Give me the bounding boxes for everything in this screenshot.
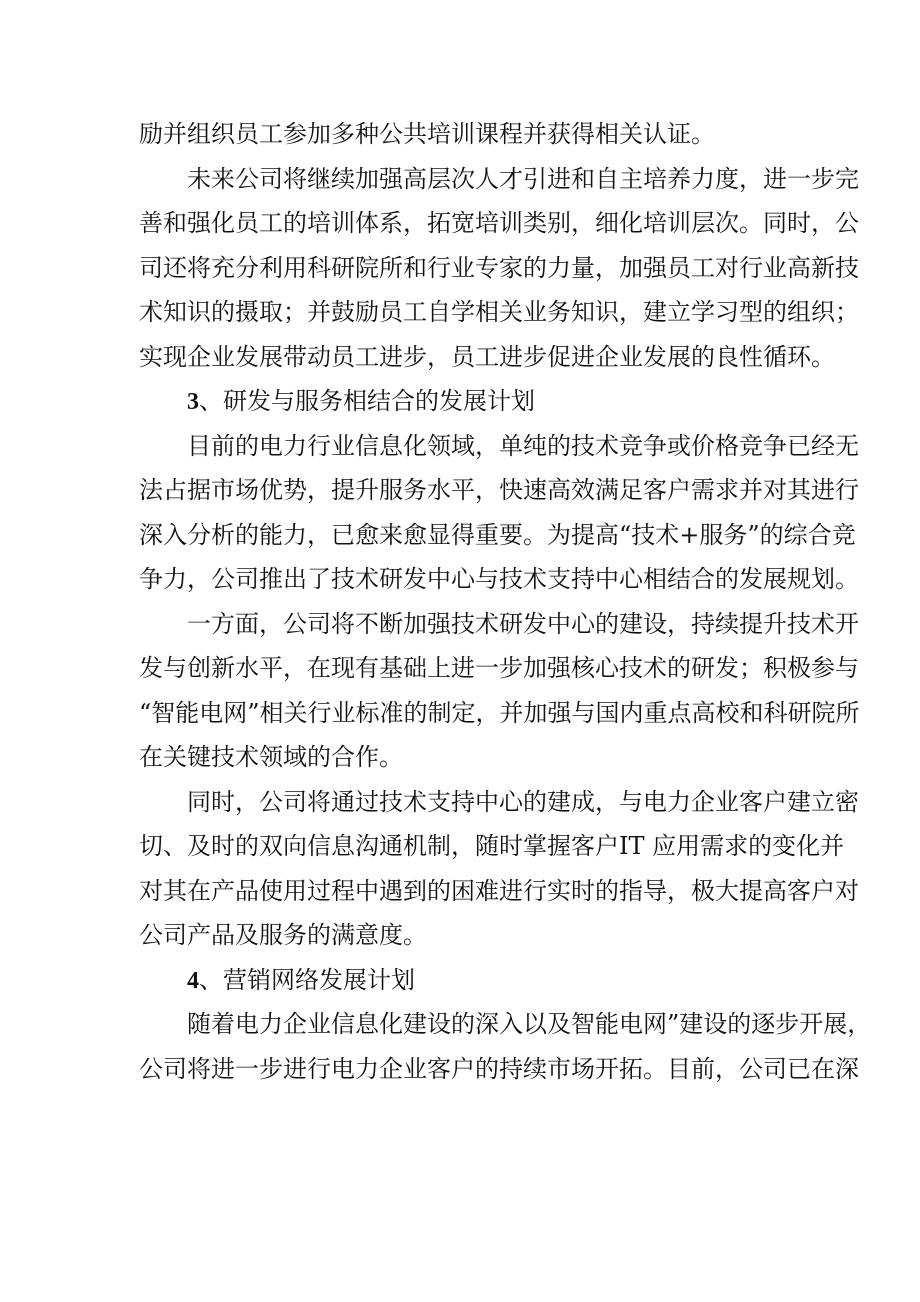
text-line: 未来公司将继续加强高层次人才引进和自主培养力度，进一步完 — [187, 164, 859, 193]
section-title: 、营销网络发展计划 — [199, 965, 415, 994]
text-line: 公司产品及服务的满意度。 — [139, 921, 427, 949]
section-heading — [139, 379, 789, 424]
text-line: 司还将充分利用科研院所和行业专家的力量，加强员工对行业高新技 — [139, 253, 859, 282]
text-line: 随着电力企业信息化建设的深入以及智能电网”建设的逐步开展， — [187, 1010, 872, 1038]
section-title: 、研发与服务相结合的发展计划 — [199, 387, 535, 415]
text-line: “智能电网”相关行业标准的制定，并加强与国内重点高校和科研院所 — [139, 698, 860, 727]
text-line: 励并组织员工参加多种公共培训课程并获得相关认证。 — [139, 120, 715, 148]
text-line: 目前的电力行业信息化领域，单纯的技术竞争或价格竞争已经无 — [187, 431, 859, 460]
text-line: 实现企业发展带动员工进步，员工进步促进企业发展的良性循环。 — [139, 342, 835, 371]
text-line: 法占据市场优势，提升服务水平，快速高效满足客户需求并对其进行 — [139, 476, 859, 504]
text-line: 公司将进一步进行电力企业客户的持续市场开拓。目前，公司已在深 — [139, 1054, 859, 1083]
text-line: 同时，公司将通过技术支持中心的建成，与电力企业客户建立密 — [187, 787, 859, 816]
text-line: 一方面，公司将不断加强技术研发中心的建设，持续提升技术开 — [187, 609, 859, 638]
text-line: 深入分析的能力，已愈来愈显得重要。为提高“技术+服务”的综合竞 — [139, 520, 856, 549]
text-line: 善和强化员工的培训体系，拓宽培训类别，细化培训层次。同时，公 — [139, 209, 859, 237]
text-line: 在关键技术领域的合作。 — [139, 743, 403, 771]
text-line: 对其在产品使用过程中遇到的困难进行实时的指导，极大提高客户对 — [139, 876, 859, 905]
text-line: 发与创新水平，在现有基础上进一步加强核心技术的研发；积极参与 — [139, 654, 859, 682]
text-line: 术知识的摄取；并鼓励员工自学相关业务知识，建立学习型的组织； — [139, 298, 859, 326]
section-number: 4 — [187, 967, 199, 994]
document-body — [139, 112, 872, 1091]
section-number: 3 — [187, 389, 199, 415]
text-line: 切、及时的双向信息沟通机制，随时掌握客户IT 应用需求的变化并 — [139, 832, 845, 860]
section-heading — [139, 958, 789, 1003]
text-line: 争力，公司推出了技术研发中心与技术支持中心相结合的发展规划。 — [139, 565, 859, 593]
